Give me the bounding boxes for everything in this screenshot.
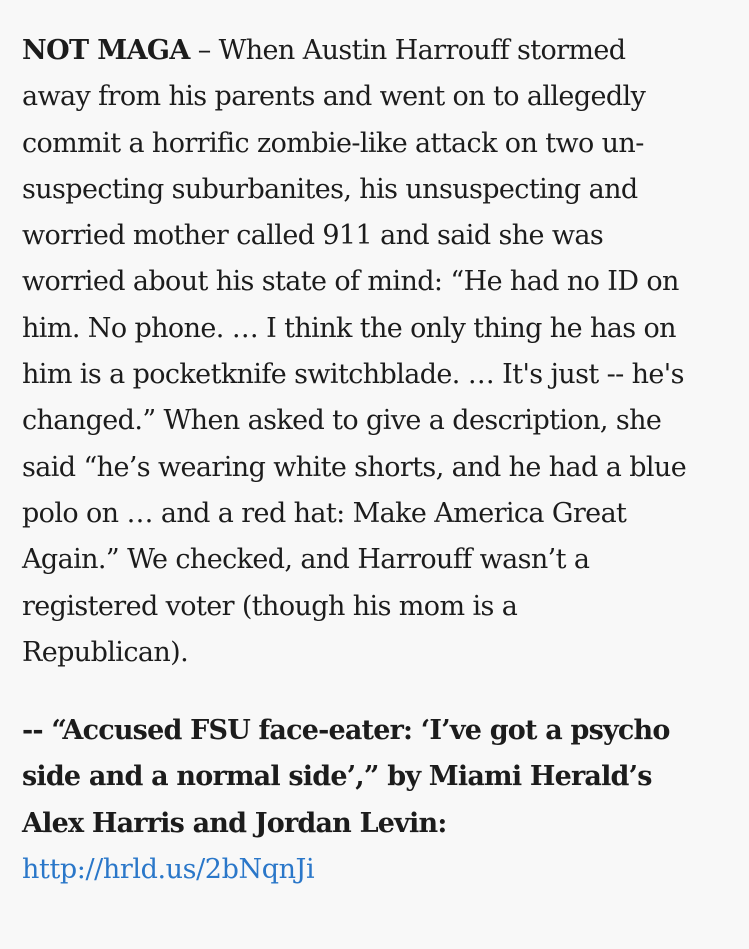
body-line-8: him is a pocketknife switchblade. … It's just -- he's xyxy=(22,359,684,391)
body-line-10: said “he’s wearing white shorts, and he had a blue xyxy=(22,451,687,483)
body-line-7: him. No phone. … I think the only thing he has on xyxy=(22,312,676,344)
body-line-1-text: – When Austin Harrouff stormed xyxy=(189,35,626,66)
body-line-11: polo on … and a red hat: Make America Great xyxy=(22,497,627,529)
lead-label: NOT MAGA xyxy=(22,35,190,66)
source-citation xyxy=(22,708,734,893)
body-line-5: worried mother called 911 and said she was xyxy=(22,220,604,252)
body-line-1 xyxy=(22,28,734,74)
body-line-6: worried about his state of mind: “He had no ID on xyxy=(22,266,679,298)
body-line-2: away from his parents and went on to allegedly xyxy=(22,81,646,113)
body-line-13: registered voter (though his mom is a xyxy=(22,590,518,622)
body-line-4: suspecting suburbanites, his unsuspecting and xyxy=(22,173,638,205)
body-line-14: Republican). xyxy=(22,636,189,668)
body-line-9: changed.” When asked to give a description, she xyxy=(22,405,662,437)
article-body xyxy=(22,28,734,676)
body-line-12: Again.” We checked, and Harrouff wasn’t a xyxy=(22,544,590,576)
citation-line-2: side and a normal side’,” by Miami Herald’s xyxy=(22,761,652,793)
article xyxy=(22,28,734,893)
body-line-3: commit a horrific zombie-like attack on two un- xyxy=(22,127,644,159)
citation-line-1: -- “Accused FSU face-eater: ‘I’ve got a psycho xyxy=(22,715,670,747)
source-link[interactable]: http://hrld.us/2bNqnJi xyxy=(22,854,315,886)
citation-line-3: Alex Harris and Jordan Levin: xyxy=(22,807,447,839)
